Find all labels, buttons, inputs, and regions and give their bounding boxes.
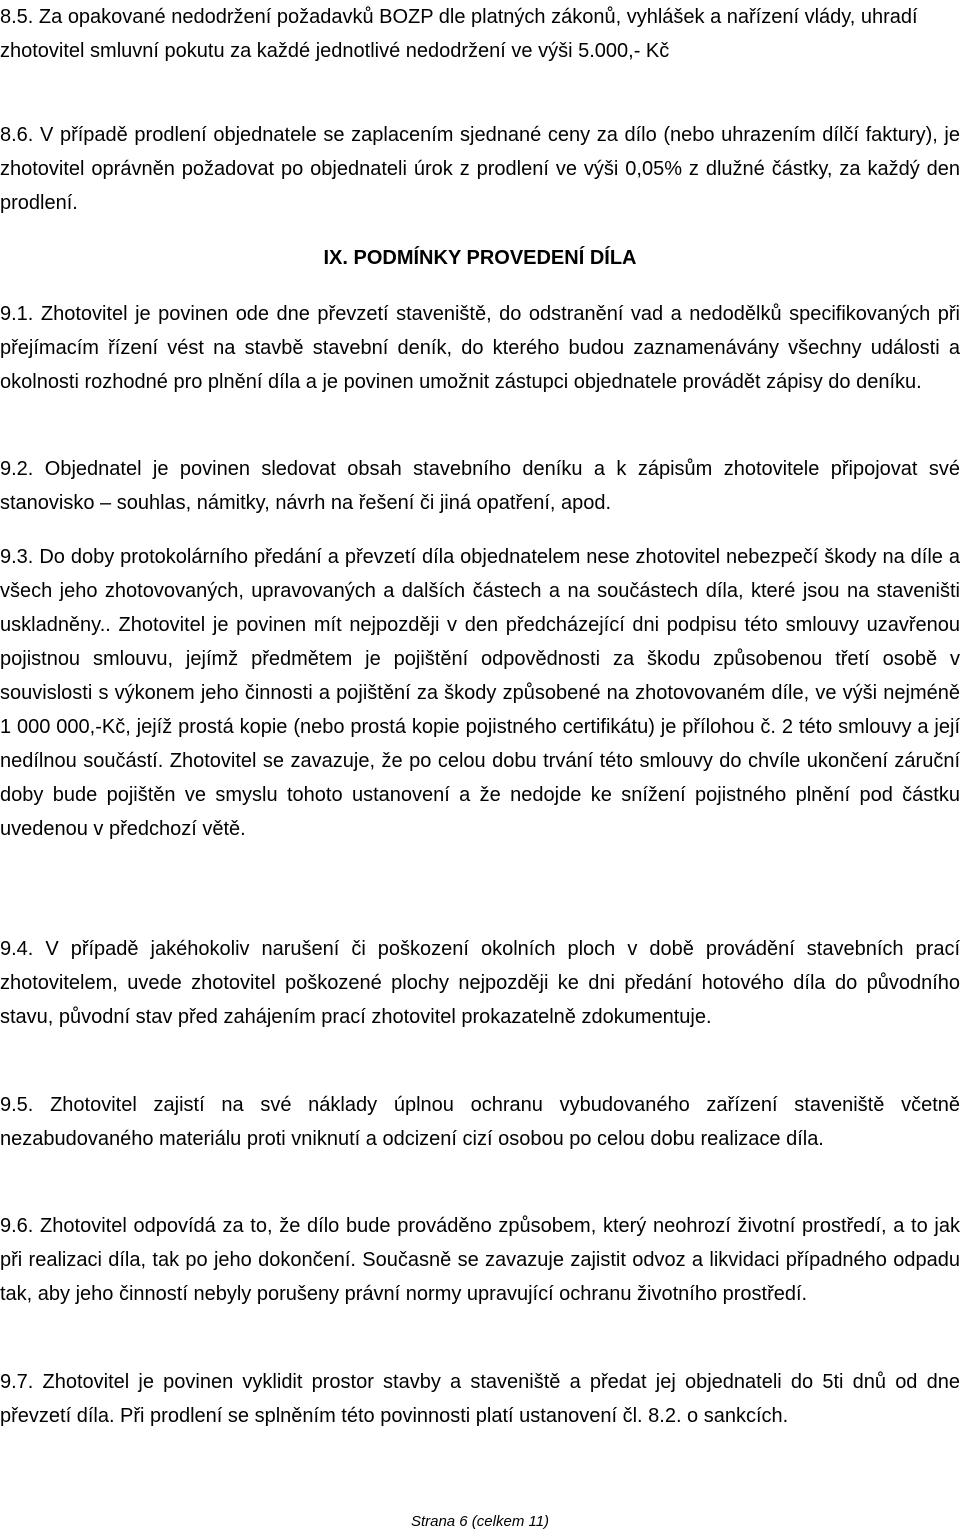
paragraph-9-4: 9.4. V případě jakéhokoliv narušení či poškození okolních ploch v době provádění stavebních prací zhotovitelem, uvede zhotovitel poškozené plochy nejpozději ke dni předání hotového díla do původního stavu, původní stav před zahájením prací zhotovitel prokazatelně zdokumentuje. bbox=[0, 938, 960, 1028]
paragraph-9-5: 9.5. Zhotovitel zajistí na své náklady úplnou ochranu vybudovaného zařízení staveniště včetně nezabudovaného materiálu proti vniknutí a odcizení cizí osobou po celou dobu realizace díla. bbox=[0, 1094, 960, 1150]
paragraph-9-2: 9.2. Objednatel je povinen sledovat obsah stavebního deníku a k zápisům zhotovitele připojovat své stanovisko – souhlas, námitky, návrh na řešení či jiná opatření, apod. bbox=[0, 458, 960, 514]
paragraph-9-6: 9.6. Zhotovitel odpovídá za to, že dílo bude prováděno způsobem, který neohrozí životní prostředí, a to jak při realizaci díla, tak po jeho dokončení. Současně se zavazuje zajistit odvoz a likvidaci případného odpadu tak, aby jeho činností nebyly porušeny právní normy upravující ochranu životního prostředí. bbox=[0, 1215, 960, 1305]
paragraph-8-5: 8.5. Za opakované nedodržení požadavků BOZP dle platných zákonů, vyhlášek a nařízení vlády, uhradí zhotovitel smluvní pokutu za každé jednotlivé nedodržení ve výši 5.000,- Kč bbox=[0, 6, 918, 62]
paragraph-9-1: 9.1. Zhotovitel je povinen ode dne převzetí staveniště, do odstranění vad a nedodělků specifikovaných při přejímacím řízení vést na stavbě stavební deník, do kterého budou zaznamenávány všechny události a okolnosti rozhodné pro plnění díla a je povinen umožnit zástupci objednatele provádět zápisy do deníku. bbox=[0, 303, 960, 393]
page-number-footer: Strana 6 (celkem 11) bbox=[410, 1513, 550, 1530]
paragraph-9-3: 9.3. Do doby protokolárního předání a převzetí díla objednatelem nese zhotovitel nebezpečí škody na díle a všech jeho zhotovovaných, upravovaných a dalších částech a na součástech díla, které jsou na staveništi uskladněny.. Zhotovitel je povinen mít nejpozději v den předcházející dni podpisu této smlouvy uzavřenou pojistnou smlouvu, jejímž předmětem je pojištění odpovědnosti za škodu způsobenou třetí osobě v souvislosti s výkonem jeho činnosti a pojištění za škody způsobené na zhotovovaném díle, ve výši nejméně 1 000 000,-Kč, jejíž prostá kopie (nebo prostá kopie pojistného certifikátu) je přílohou č. 2 této smlouvy a její nedílnou součástí. Zhotovitel se zavazuje, že po celou dobu trvání této smlouvy do chvíle ukončení záruční doby bude pojištěn ve smyslu tohoto ustanovení a že nedojde ke snížení pojistného plnění pod částku uvedenou v předchozí větě. bbox=[0, 546, 960, 840]
section-heading-ix: IX. PODMÍNKY PROVEDENÍ DÍLA bbox=[323, 247, 637, 269]
paragraph-8-6: 8.6. V případě prodlení objednatele se zaplacením sjednané ceny za dílo (nebo uhrazením dílčí faktury), je zhotovitel oprávněn požadovat po objednateli úrok z prodlení ve výši 0,05% z dlužné částky, za každý den prodlení. bbox=[0, 124, 960, 214]
paragraph-9-7: 9.7. Zhotovitel je povinen vyklidit prostor stavby a staveniště a předat jej objednateli do 5ti dnů od dne převzetí díla. Při prodlení se splněním této povinnosti platí ustanovení čl. 8.2. o sankcích. bbox=[0, 1371, 960, 1427]
